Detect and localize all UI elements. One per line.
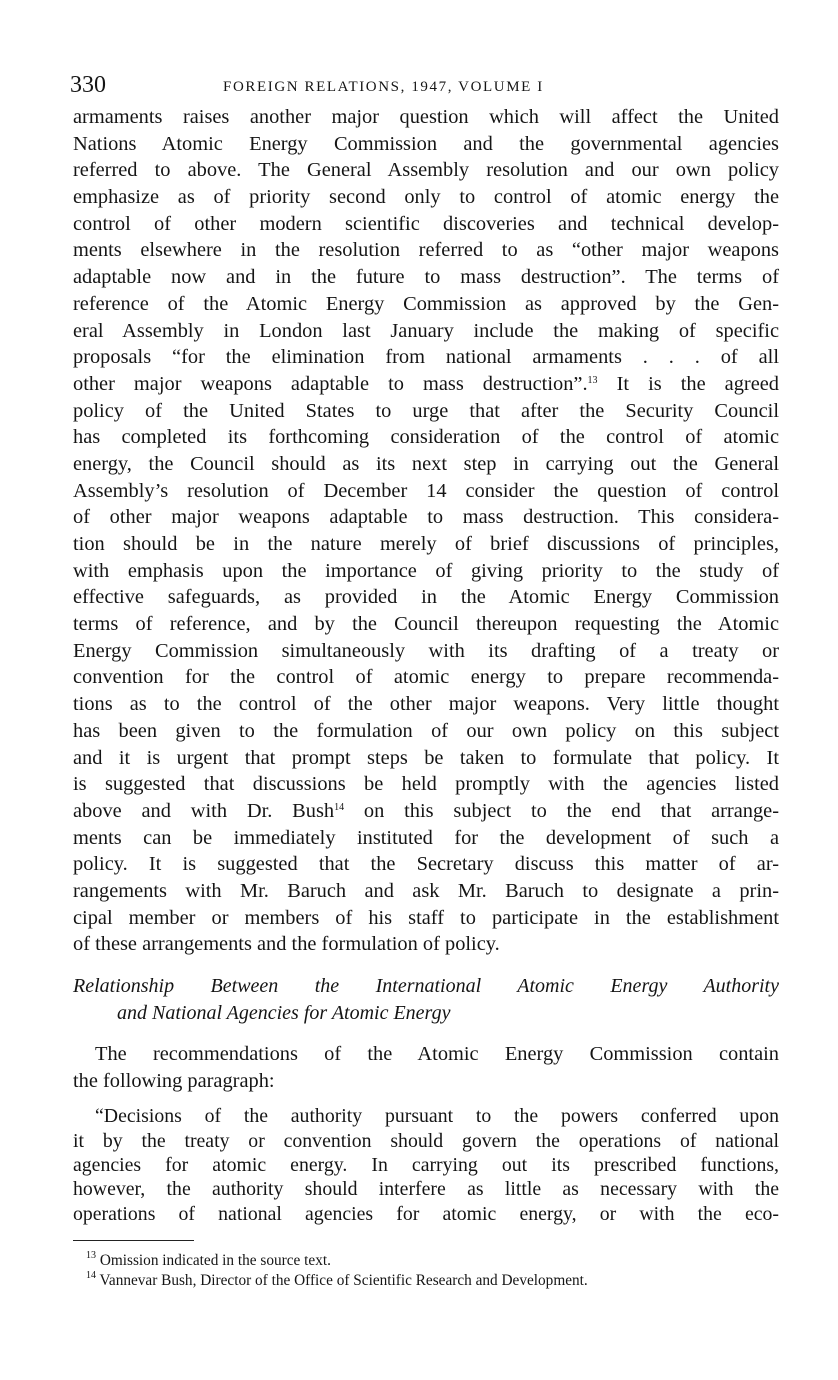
quote-line: “Decisions of the authority pursuant to the powers conferred upon bbox=[95, 1105, 779, 1128]
quote-line: it by the treaty or convention should govern the operations of national bbox=[73, 1129, 779, 1152]
footnote-divider bbox=[73, 1240, 194, 1241]
text-line: tion should be in the nature merely of brief discussions of principles, bbox=[73, 533, 779, 555]
text-line: rangements with Mr. Baruch and ask Mr. Baruch to designate a prin- bbox=[73, 879, 779, 902]
section-heading bbox=[73, 973, 779, 1027]
footnote-ref-14: 14 bbox=[334, 801, 345, 813]
text-line: tions as to the control of the other major weapons. Very little thought bbox=[73, 693, 779, 716]
block-quote bbox=[73, 1104, 779, 1225]
footnote-text: Vannevar Bush, Director of the Office of Scientific Research and Development. bbox=[96, 1271, 588, 1289]
text-segment: on this subject to the end that arrange- bbox=[344, 799, 779, 822]
heading-line: and National Agencies for Atomic Energy bbox=[117, 1002, 451, 1024]
text-line: Assembly’s resolution of December 14 consider the question of control bbox=[73, 479, 779, 502]
text-line: ments can be immediately instituted for the development of such a bbox=[73, 826, 779, 849]
footnote-13 bbox=[73, 1251, 779, 1271]
footnotes bbox=[73, 1240, 779, 1290]
text-line: has completed its forthcoming consideration of the control of atomic bbox=[73, 426, 779, 449]
text-line: adaptable now and in the future to mass destruction”. The terms of bbox=[73, 266, 779, 289]
text-line: Nations Atomic Energy Commission and the governmental agencies bbox=[73, 132, 779, 155]
quote-line: operations of national agencies for atomic energy, or with the eco- bbox=[73, 1202, 779, 1225]
header-title: FOREIGN RELATIONS, 1947, VOLUME I bbox=[223, 79, 544, 95]
heading-line: Relationship Between the International Atomic Energy Authority bbox=[73, 975, 779, 997]
text-line: terms of reference, and by the Council thereupon requesting the Atomic bbox=[73, 613, 779, 636]
footnote-number: 14 bbox=[86, 1269, 96, 1281]
quote-line: however, the authority should interfere as little as necessary with the bbox=[73, 1178, 779, 1201]
text-line: reference of the Atomic Energy Commission as approved by the Gen- bbox=[73, 292, 779, 315]
text-line: control of other modern scientific discoveries and technical develop- bbox=[73, 212, 779, 235]
text-line: eral Assembly in London last January include the making of specific bbox=[73, 319, 779, 342]
text-line: cipal member or members of his staff to participate in the establishment bbox=[73, 906, 779, 929]
footnote-text: Omission indicated in the source text. bbox=[96, 1252, 331, 1269]
text-line bbox=[73, 371, 779, 398]
text-line: policy. It is suggested that the Secretary discuss this matter of ar- bbox=[73, 853, 779, 876]
running-head bbox=[70, 70, 779, 104]
text-line: Energy Commission simultaneously with its drafting of a treaty or bbox=[73, 639, 779, 662]
page-content bbox=[70, 70, 779, 1226]
paragraph-other-weapons bbox=[73, 104, 779, 958]
text-line: proposals “for the elimination from national armaments . . . of all bbox=[73, 346, 779, 369]
text-segment: It is the agreed bbox=[597, 372, 779, 395]
text-line: with emphasis upon the importance of giving priority to the study of bbox=[73, 559, 779, 582]
text-line: convention for the control of atomic energy to prepare recommenda- bbox=[73, 666, 779, 689]
text-line: armaments raises another major question which will affect the United bbox=[73, 106, 779, 128]
text-line: referred to above. The General Assembly resolution and our own policy bbox=[73, 159, 779, 182]
text-line: energy, the Council should as its next step in carrying out the General bbox=[73, 452, 779, 475]
text-line: emphasize as of priority second only to control of atomic energy the bbox=[73, 186, 779, 209]
text-segment: other major weapons adaptable to mass destruction”. bbox=[73, 372, 588, 395]
footnote-number: 13 bbox=[86, 1250, 96, 1261]
text-line: of these arrangements and the formulation of policy. bbox=[73, 933, 500, 956]
text-line: policy of the United States to urge that after the Security Council bbox=[73, 399, 779, 422]
text-segment: above and with Dr. Bush bbox=[73, 799, 335, 822]
text-line: The recommendations of the Atomic Energy Commission contain bbox=[95, 1043, 779, 1065]
text-line: the following paragraph: bbox=[73, 1069, 275, 1092]
text-line bbox=[73, 798, 779, 825]
footnote-ref-13: 13 bbox=[587, 374, 598, 386]
text-line: of other major weapons adaptable to mass destruction. This considera- bbox=[73, 506, 779, 529]
footnote-14 bbox=[73, 1271, 779, 1291]
text-line: and it is urgent that prompt steps be taken to formulate that policy. It bbox=[73, 746, 779, 769]
quote-line: agencies for atomic energy. In carrying out its prescribed functions, bbox=[73, 1153, 779, 1176]
text-line: effective safeguards, as provided in the Atomic Energy Commission bbox=[73, 586, 779, 609]
paragraph-recommendations bbox=[73, 1041, 779, 1094]
page-number: 330 bbox=[70, 72, 106, 98]
text-line: has been given to the formulation of our own policy on this subject bbox=[73, 719, 779, 742]
text-line: ments elsewhere in the resolution referred to as “other major weapons bbox=[73, 239, 779, 262]
text-line: is suggested that discussions be held promptly with the agencies listed bbox=[73, 773, 779, 796]
